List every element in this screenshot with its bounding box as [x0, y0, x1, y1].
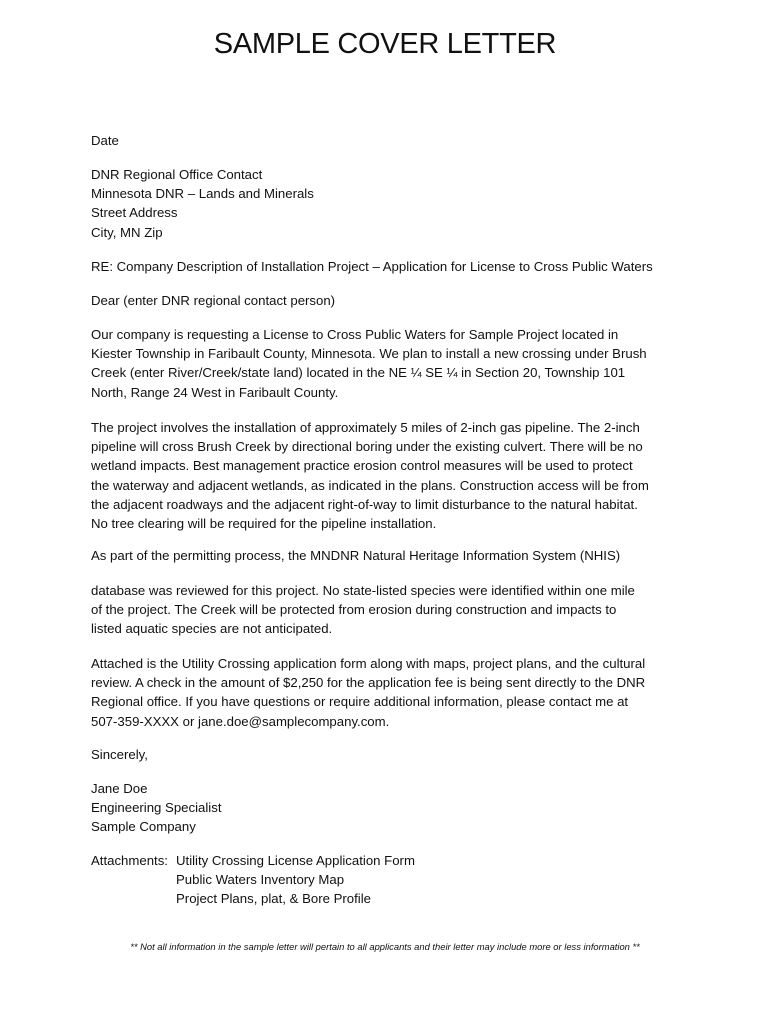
attachment-item: Utility Crossing License Application Form [176, 853, 415, 868]
database-paragraph [91, 581, 691, 639]
permit-paragraph: As part of the permitting process, the MNDNR Natural Heritage Information System (NHIS) [91, 548, 621, 563]
attached-paragraph [91, 654, 691, 731]
salutation: Dear (enter DNR regional contact person) [91, 293, 336, 308]
recipient-address [91, 165, 691, 242]
signature-name: Jane Doe [91, 781, 148, 796]
attachments-block [91, 851, 691, 909]
attachment-item: Project Plans, plat, & Bore Profile [176, 891, 371, 907]
signature-block [91, 779, 691, 837]
paragraph-line: pipeline will cross Brush Creek by directional boring under the existing culvert. There will be no [91, 439, 643, 455]
paragraph-line: North, Range 24 West in Faribault County. [91, 384, 339, 400]
paragraph-line: of the project. The Creek will be protected from erosion during construction and impacts to [91, 602, 617, 618]
project-paragraph [91, 418, 691, 533]
signature-title: Engineering Specialist [91, 800, 222, 816]
paragraph-line: Creek (enter River/Creek/state land) located in the NE ¼ SE ¼ in Section 20, Township 101 [91, 365, 626, 381]
date-line: Date [91, 133, 119, 148]
address-line: DNR Regional Office Contact [91, 167, 263, 182]
paragraph-line: Kiester Township in Faribault County, Minnesota. We plan to install a new crossing under Brush [91, 346, 647, 362]
address-line: City, MN Zip [91, 224, 163, 240]
paragraph-line: Our company is requesting a License to Cross Public Waters for Sample Project located in [91, 327, 619, 342]
paragraph-line: The project involves the installation of approximately 5 miles of 2-inch gas pipeline. The 2-inch [91, 420, 640, 435]
paragraph-line: Regional office. If you have questions or require additional information, please contact me at [91, 694, 629, 710]
footnote: ** Not all information in the sample letter will pertain to all applicants and their letter may include more or less information ** [130, 941, 640, 952]
paragraph-line: No tree clearing will be required for the pipeline installation. [91, 516, 437, 532]
signature-company: Sample Company [91, 819, 196, 835]
paragraph-line: the adjacent roadways and the adjacent right-of-way to limit disturbance to the natural habitat. [91, 496, 638, 512]
paragraph-line: review. A check in the amount of $2,250 for the application fee is being sent directly to the DNR [91, 675, 646, 691]
paragraph-line: the waterway and adjacent wetlands, as indicated in the plans. Construction access will be from [91, 477, 649, 493]
subject-line: RE: Company Description of Installation Project – Application for License to Cross Public Waters [91, 259, 653, 274]
paragraph-line: wetland impacts. Best management practice erosion control measures will be used to protect [91, 458, 633, 474]
closing: Sincerely, [91, 747, 148, 762]
attachments-list [176, 851, 415, 909]
paragraph-line: database was reviewed for this project. No state-listed species were identified within one mile [91, 583, 635, 598]
paragraph-line: listed aquatic species are not anticipated. [91, 621, 333, 637]
attachment-item: Public Waters Inventory Map [176, 872, 345, 888]
attachments-label: Attachments: [91, 853, 168, 868]
paragraph-line: Attached is the Utility Crossing application form along with maps, project plans, and the cultural [91, 656, 646, 671]
address-line: Minnesota DNR – Lands and Minerals [91, 186, 314, 202]
page-title: SAMPLE COVER LETTER [213, 28, 557, 60]
intro-paragraph [91, 325, 691, 402]
paragraph-line: 507-359-XXXX or jane.doe@samplecompany.com. [91, 713, 390, 729]
address-line: Street Address [91, 205, 178, 221]
